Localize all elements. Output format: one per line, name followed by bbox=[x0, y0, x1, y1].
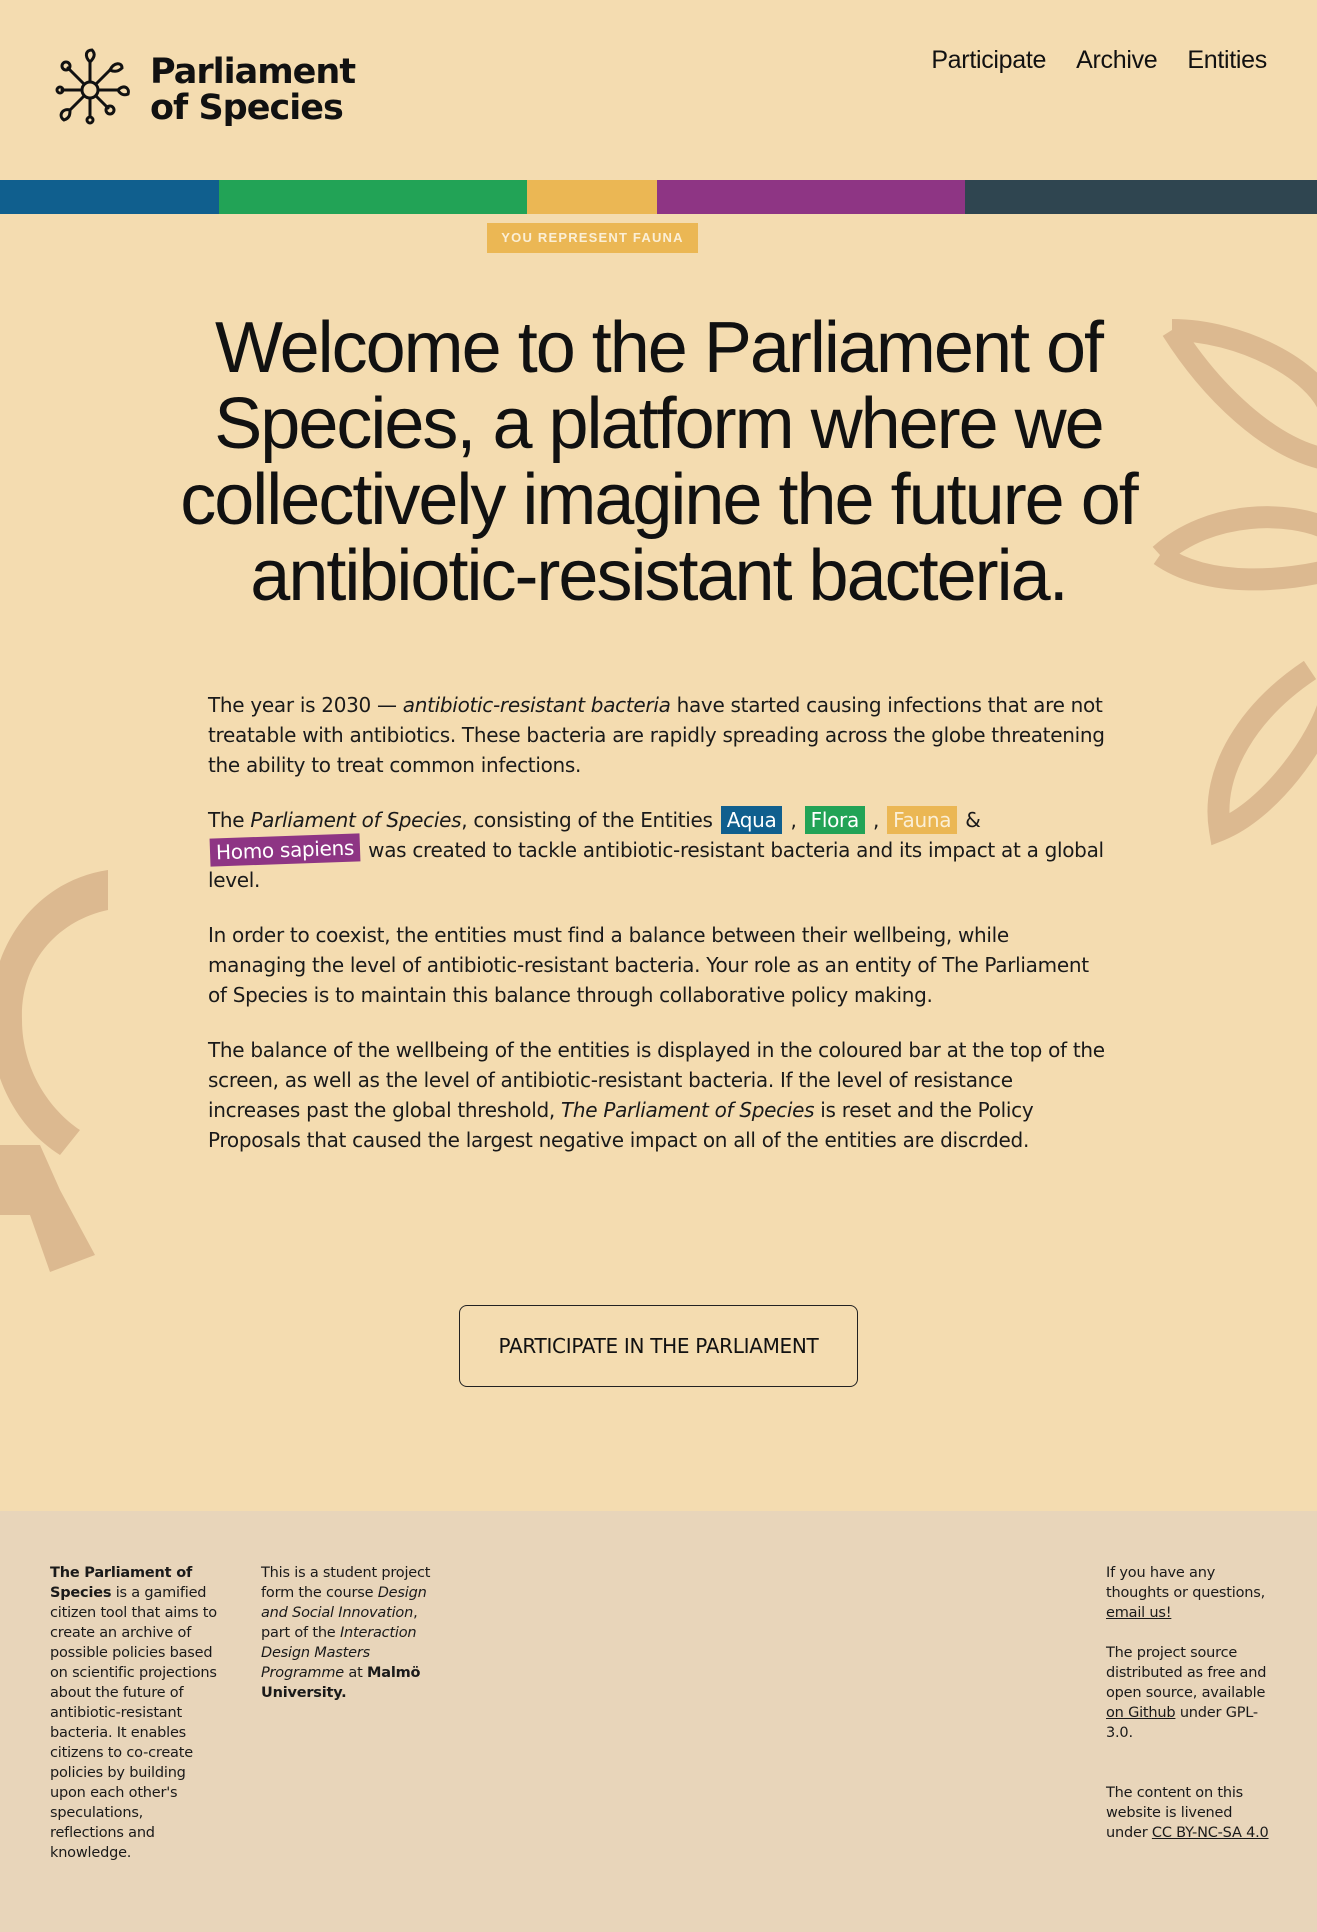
main-nav bbox=[931, 46, 1267, 75]
footer-source-text: The project source distributed as free and open source, available bbox=[1106, 1645, 1267, 1701]
separator: , bbox=[866, 808, 886, 832]
footer-credits-text bbox=[261, 1563, 431, 1703]
page-headline: Welcome to the Parliament of Species, a platform where we collectively imagine the future of antibiotic-resistant bacteria. bbox=[180, 308, 1137, 616]
footer-university-name: Malmö University. bbox=[261, 1665, 421, 1701]
intro-p1-emphasis: antibiotic-resistant bacteria bbox=[402, 693, 671, 717]
separator: , bbox=[784, 808, 803, 832]
footer-credits-at: at bbox=[344, 1665, 367, 1681]
site-footer bbox=[0, 1511, 1317, 1932]
entity-tag-fauna[interactable]: Fauna bbox=[887, 806, 957, 834]
intro-paragraph-1 bbox=[208, 690, 1108, 780]
email-link[interactable]: email us! bbox=[1106, 1605, 1172, 1621]
footer-contact bbox=[1106, 1563, 1276, 1623]
balance-segment-antibiotic-resistant-bacteria bbox=[965, 180, 1317, 214]
entity-balance-bar bbox=[0, 180, 1317, 214]
brand-name-line1: Parliament bbox=[150, 52, 356, 92]
intro-p4-emphasis: The Parliament of Species bbox=[560, 1098, 815, 1122]
nav-link-participate[interactable]: Participate bbox=[931, 46, 1047, 74]
entity-tag-aqua[interactable]: Aqua bbox=[721, 806, 783, 834]
site-header bbox=[0, 0, 1317, 180]
footer-credits bbox=[261, 1563, 431, 1723]
intro-p1-text-end: have started causing infections that are not treatable with antibiotics. These bacteria are rapidly spreading across the globe threatening the ability to treat common infections. bbox=[208, 693, 1105, 777]
intro-p2-text: The bbox=[208, 808, 251, 832]
participate-button[interactable]: PARTICIPATE IN THE PARLIAMENT bbox=[459, 1305, 858, 1387]
footer-about-body: is a gamified citizen tool that aims to create an archive of possible policies based on scientific projections about the future of antibiotic-resistant bacteria. It enables citizens to co-create policies by building upon each other's speculations, reflections and knowledge. bbox=[50, 1585, 217, 1861]
footer-license bbox=[1106, 1783, 1276, 1843]
intro-p4-text-end: is reset and the Policy Proposals that caused the largest negative impact on all of the entities are discrded. bbox=[208, 1098, 1034, 1152]
footer-about-text bbox=[50, 1563, 220, 1863]
brand-name-line2: of Species bbox=[150, 88, 343, 128]
footer-source bbox=[1106, 1643, 1276, 1743]
home-logo-link[interactable] bbox=[48, 48, 355, 132]
nav-link-archive[interactable]: Archive bbox=[1076, 46, 1158, 74]
intro-p4-text: The balance of the wellbeing of the entities is displayed in the coloured bar at the top of the screen, as well as the level of antibiotic-resistant bacteria. If the level of resistance increases past the global threshold, bbox=[208, 1038, 1105, 1122]
footer-license-text: The content on this website is livened under bbox=[1106, 1785, 1244, 1841]
balance-segment-flora bbox=[219, 180, 527, 214]
intro-p1-text: The year is 2030 — bbox=[208, 693, 403, 717]
entity-tag-homo-sapiens[interactable]: Homo sapiens bbox=[210, 833, 361, 866]
role-badge: YOU REPRESENT FAUNA bbox=[487, 223, 698, 253]
footer-programme-name: Interaction Design Masters Programme bbox=[261, 1625, 417, 1681]
footer-about-title: The Parliament of Species bbox=[50, 1565, 193, 1601]
intro-p2-text-end: was created to tackle antibiotic-resistant bacteria and its impact at a global level. bbox=[208, 838, 1104, 892]
footer-course-name: Design and Social Innovation bbox=[261, 1585, 427, 1621]
separator: & bbox=[959, 808, 981, 832]
ring-decoration-icon bbox=[0, 870, 110, 1280]
footer-source-license: under GPL-3.0. bbox=[1106, 1705, 1258, 1741]
intro-paragraph-3: In order to coexist, the entities must find a balance between their wellbeing, while managing the level of antibiotic-resistant bacteria. Your role as an entity of The Parliament of Species is to maintain this balance through collaborative policy making. bbox=[208, 923, 1089, 1007]
intro-p2-text-mid: , consisting of the Entities bbox=[461, 808, 719, 832]
footer-credits-intro: This is a student project form the course bbox=[261, 1565, 431, 1601]
balance-segment-aqua bbox=[0, 180, 219, 214]
intro-p2-emphasis: Parliament of Species bbox=[250, 808, 462, 832]
balance-segment-homo-sapiens bbox=[657, 180, 965, 214]
github-link[interactable]: on Github bbox=[1106, 1705, 1176, 1721]
intro-paragraph-4 bbox=[208, 1035, 1108, 1155]
footer-credits-mid: , part of the bbox=[261, 1605, 418, 1641]
nav-link-entities[interactable]: Entities bbox=[1187, 46, 1267, 74]
entity-tag-flora[interactable]: Flora bbox=[805, 806, 865, 834]
intro-paragraph-2 bbox=[208, 805, 1108, 895]
footer-links bbox=[1106, 1563, 1276, 1863]
balance-segment-fauna bbox=[527, 180, 657, 214]
footer-contact-text: If you have any thoughts or questions, bbox=[1106, 1565, 1266, 1601]
parliament-logo-icon bbox=[48, 48, 132, 132]
brand-wordmark bbox=[150, 54, 355, 126]
license-link[interactable]: CC BY-NC-SA 4.0 bbox=[1151, 1825, 1269, 1841]
footer-about bbox=[50, 1563, 220, 1883]
intro-section bbox=[208, 690, 1108, 1180]
